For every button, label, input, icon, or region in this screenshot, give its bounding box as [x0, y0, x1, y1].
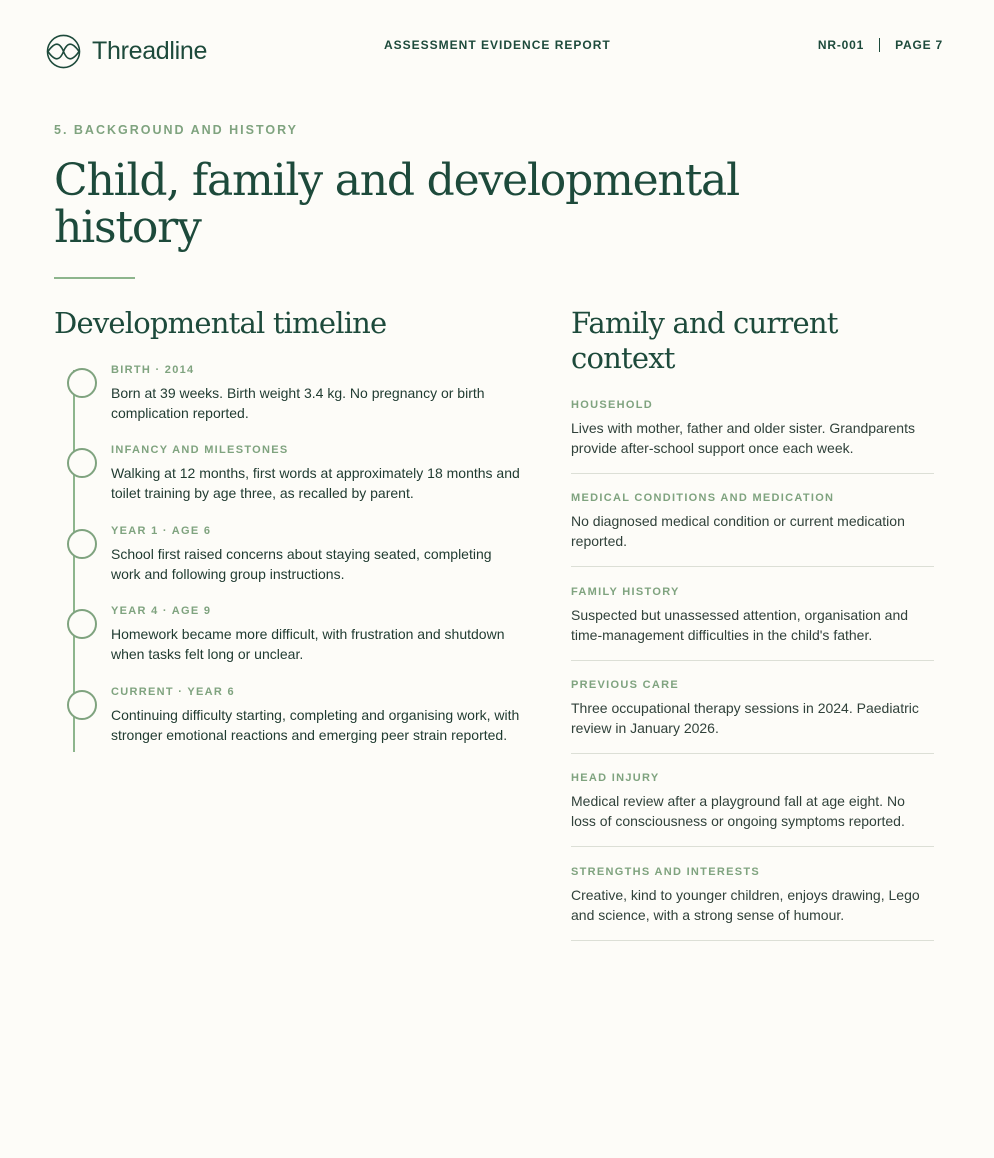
timeline-dot-icon — [67, 609, 97, 639]
context-item-label: HOUSEHOLD — [571, 399, 653, 411]
context-item-label: FAMILY HISTORY — [571, 586, 680, 598]
timeline-dot-icon — [67, 529, 97, 559]
timeline-item-text: Homework became more difficult, with frustration and shutdown when tasks felt long or unclear. — [111, 626, 505, 662]
context-item-label: HEAD INJURY — [571, 772, 660, 784]
page-title: Child, family and developmental history — [54, 155, 739, 253]
context-item — [571, 866, 934, 941]
family-context-section — [571, 306, 934, 923]
timeline-item-text: Continuing difficulty starting, completing and organising work, with stronger emotional reactions and emerging peer strain reported. — [111, 707, 520, 743]
context-item-text: Three occupational therapy sessions in 2024. Paediatric review in January 2026. — [571, 700, 919, 736]
title-divider — [54, 277, 135, 279]
context-item-label: PREVIOUS CARE — [571, 679, 679, 691]
thread-logo-icon — [46, 34, 81, 69]
context-item — [571, 586, 934, 661]
context-item — [571, 679, 934, 754]
page-header — [0, 0, 994, 100]
timeline-item-text: Born at 39 weeks. Birth weight 3.4 kg. No pregnancy or birth complication reported. — [111, 385, 485, 421]
context-item-text: No diagnosed medical condition or current medication reported. — [571, 513, 905, 549]
report-title: ASSESSMENT EVIDENCE REPORT — [384, 38, 611, 52]
document-id: NR-001 — [817, 38, 865, 52]
context-item-text: Creative, kind to younger children, enjoys drawing, Lego and science, with a strong sense of humour. — [571, 887, 920, 923]
context-item-text: Suspected but unassessed attention, organisation and time-management difficulties in the child's father. — [571, 607, 909, 643]
timeline-item-label: INFANCY AND MILESTONES — [111, 444, 289, 456]
context-item-text: Lives with mother, father and older sister. Grandparents provide after-school support once each week. — [571, 420, 915, 456]
context-item-text: Medical review after a playground fall at age eight. No loss of consciousness or ongoing symptoms reported. — [571, 793, 905, 829]
context-heading: Family and current context — [571, 306, 838, 375]
brand-logo — [46, 34, 207, 69]
section-label: 5. BACKGROUND AND HISTORY — [54, 123, 298, 137]
context-item-label: STRENGTHS AND INTERESTS — [571, 866, 761, 878]
context-item — [571, 399, 934, 474]
document-meta — [818, 38, 943, 52]
meta-divider — [879, 38, 880, 52]
timeline-heading: Developmental timeline — [54, 306, 387, 340]
context-item — [571, 492, 934, 567]
timeline-item-text: Walking at 12 months, first words at approximately 18 months and toilet training by age three, as recalled by parent. — [111, 465, 520, 501]
timeline-dot-icon — [67, 368, 97, 398]
timeline-dot-icon — [67, 448, 97, 478]
timeline-item-label: BIRTH · 2014 — [111, 364, 195, 376]
brand-name: Threadline — [92, 37, 208, 65]
timeline-item-text: School first raised concerns about staying seated, completing work and following group instructions. — [111, 546, 492, 582]
context-item — [571, 772, 934, 847]
developmental-timeline-section — [54, 306, 524, 743]
timeline-item-label: YEAR 1 · AGE 6 — [111, 525, 212, 537]
timeline-item-label: CURRENT · YEAR 6 — [111, 686, 235, 698]
timeline-dot-icon — [67, 690, 97, 720]
timeline-item-label: YEAR 4 · AGE 9 — [111, 605, 212, 617]
page-number: PAGE 7 — [895, 38, 943, 52]
context-item-label: MEDICAL CONDITIONS AND MEDICATION — [571, 492, 835, 504]
